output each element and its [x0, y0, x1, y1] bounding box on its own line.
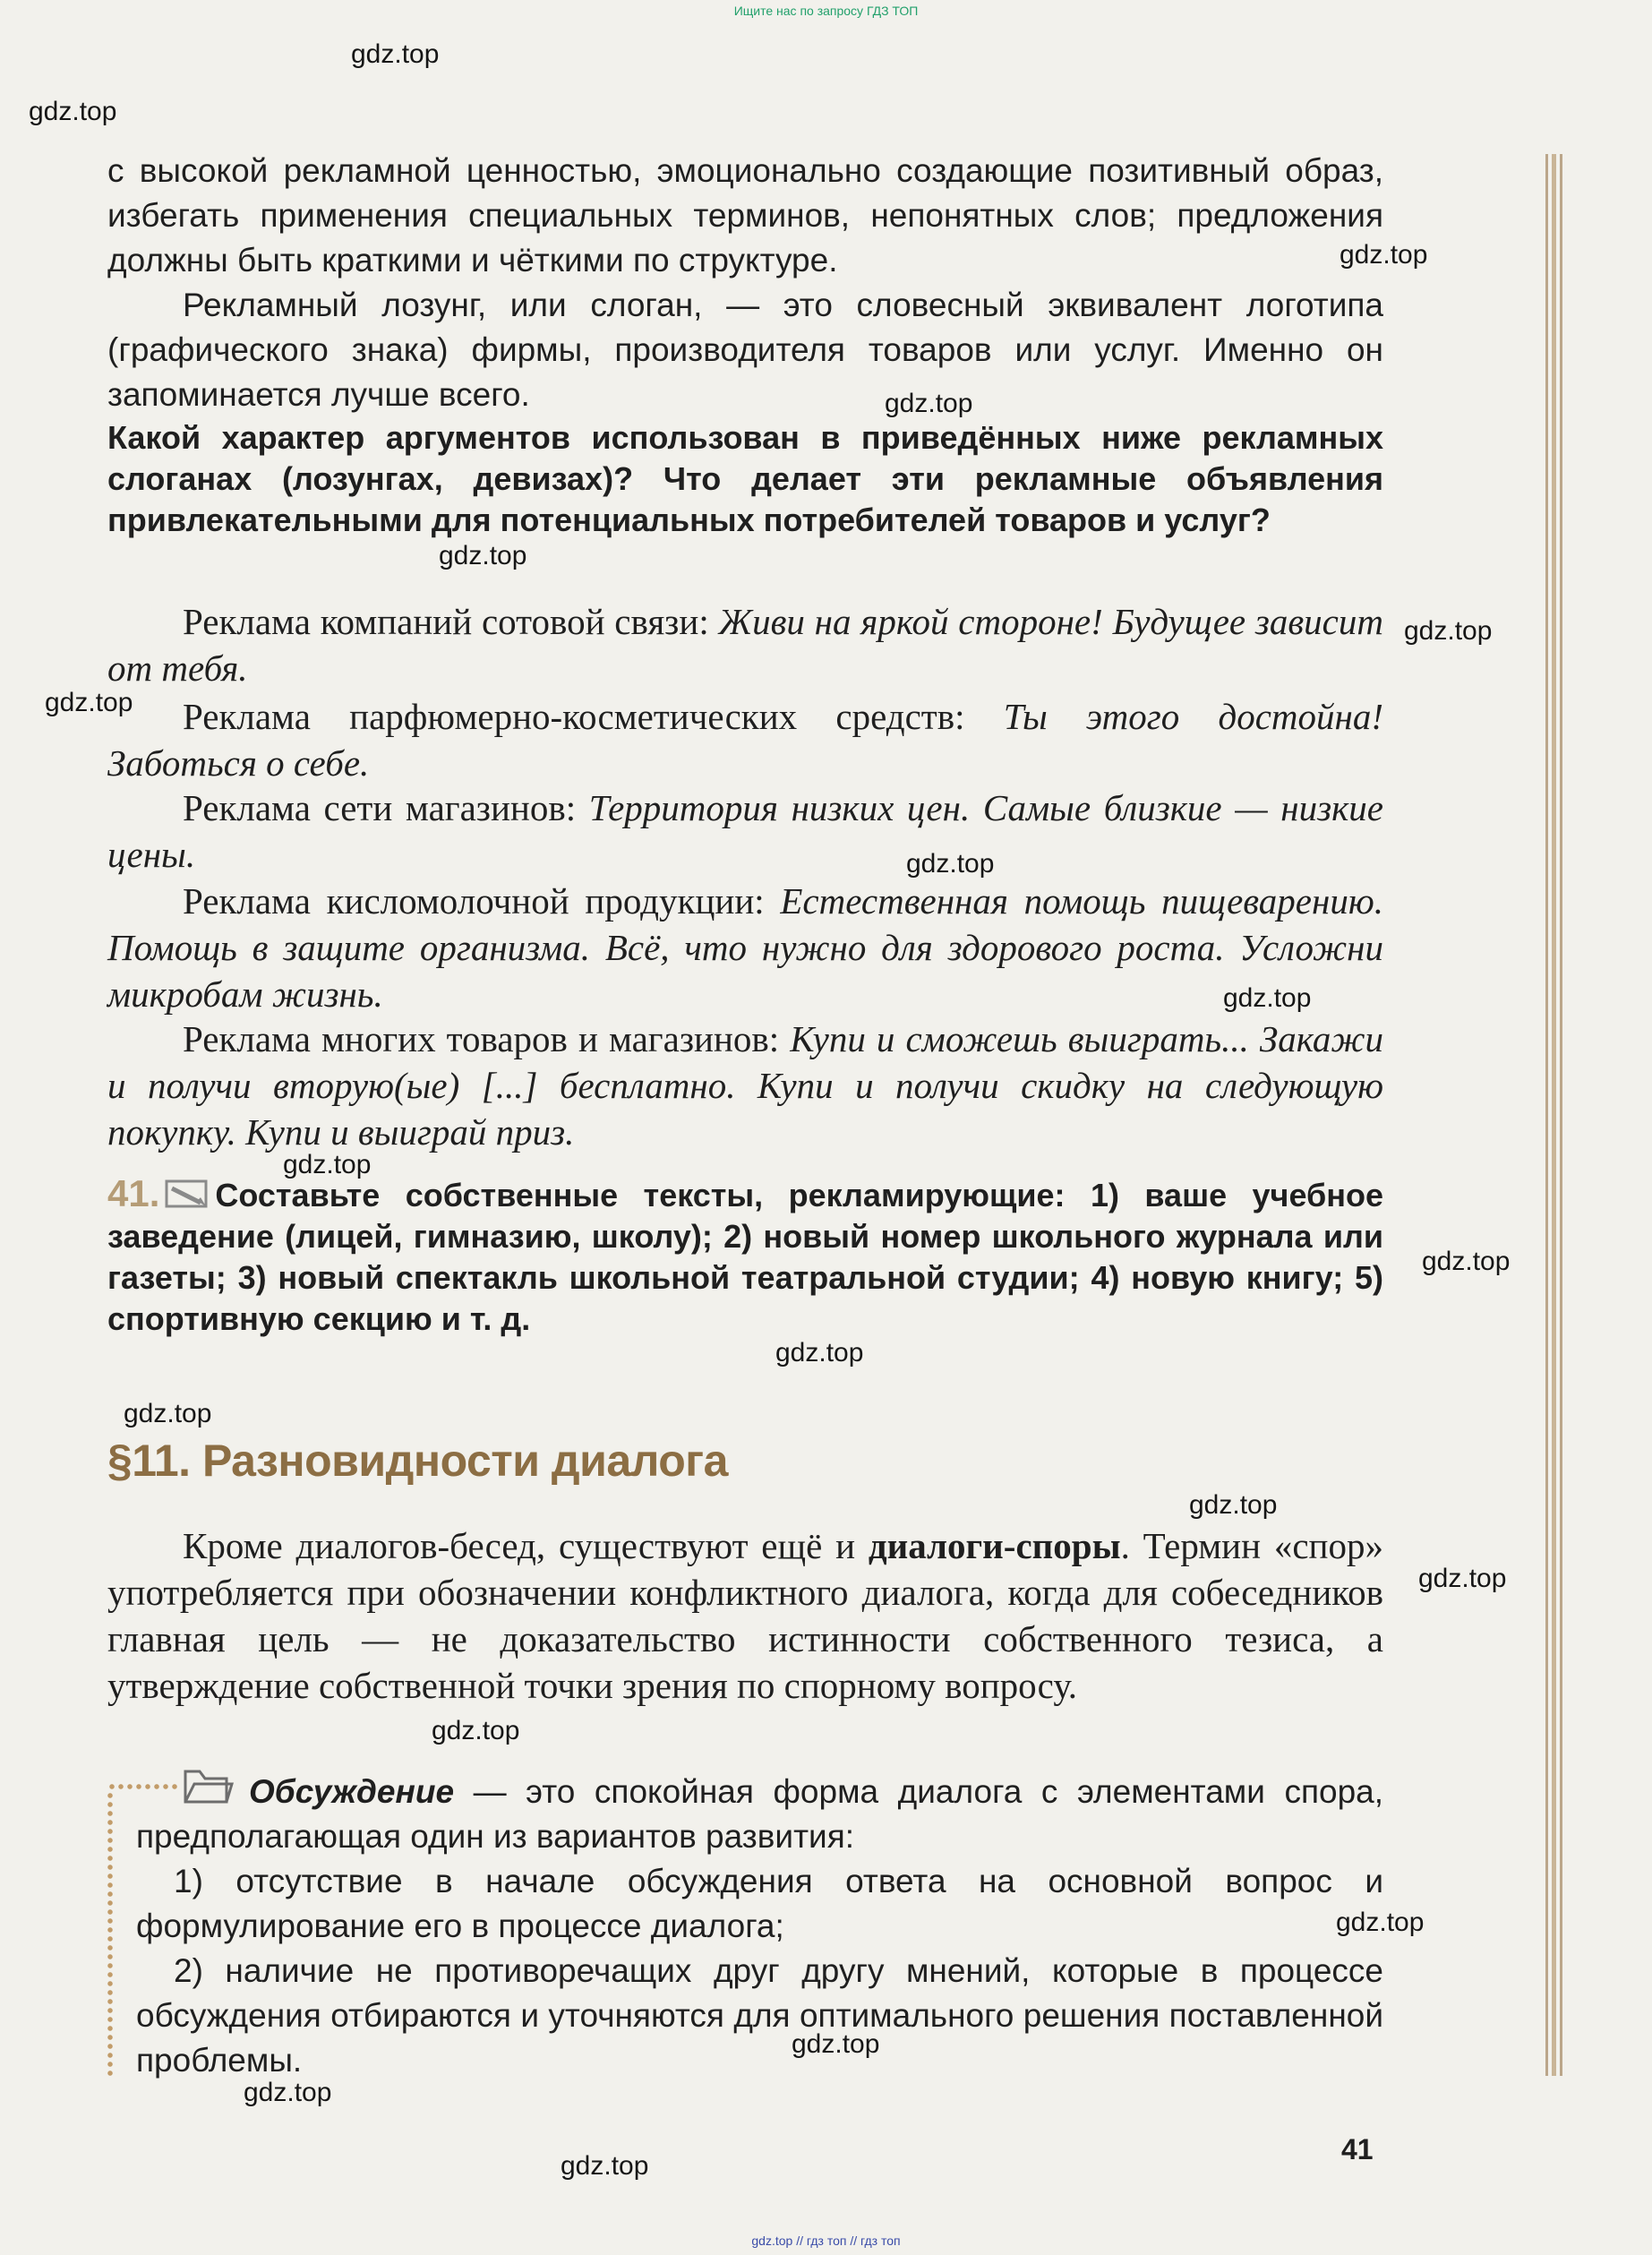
- ad-label: Реклама многих товаров и магазинов:: [183, 1018, 791, 1059]
- task-number: 41.: [107, 1172, 160, 1214]
- ad-paragraph: [107, 785, 1383, 878]
- ad-slogan: Ты этого достойна! Заботься о себе.: [107, 696, 1383, 784]
- watermark: gdz.top: [1336, 1908, 1425, 1937]
- watermark: gdz.top: [1422, 1247, 1511, 1276]
- watermark: gdz.top: [45, 688, 133, 717]
- ad-slogan: Купи и сможешь выиграть... Закажи и получи вторую(ые) [...] бесплатно. Купи и получи скидку на следующую покупку. Купи и выиграй приз.: [107, 1018, 1383, 1153]
- ad-paragraph: [107, 598, 1383, 691]
- watermark: gdz.top: [792, 2029, 880, 2059]
- definition-item: 1) отсутствие в начале обсуждения ответа на основной вопрос и формулирование его в процессе диалога;: [136, 1863, 1383, 1944]
- watermark: gdz.top: [351, 39, 440, 69]
- section-term: диалоги-споры: [868, 1525, 1121, 1566]
- definition-dotted-border: [107, 1791, 113, 2078]
- ad-label: Реклама компаний сотовой связи:: [183, 601, 719, 642]
- watermark: gdz.top: [283, 1150, 372, 1179]
- ad-paragraph: [107, 693, 1383, 786]
- ad-paragraph: [107, 878, 1383, 1017]
- watermark: gdz.top: [885, 389, 973, 418]
- watermark: gdz.top: [906, 849, 995, 879]
- watermark: gdz.top: [775, 1338, 864, 1368]
- watermark: gdz.top: [1404, 616, 1493, 646]
- task-41: [107, 1173, 1383, 1340]
- section-text-start: Кроме диалогов-бесед, существуют ещё и: [183, 1525, 869, 1566]
- top-search-note: Ищите нас по запросу ГДЗ ТОП: [733, 4, 919, 18]
- ad-slogan: Естественная помощь пищеварению. Помощь в защите организма. Всё, что нужно для здорового роста. Усложни микробам жизнь.: [107, 880, 1383, 1015]
- task-text: Составьте собственные тексты, рекламирующие: 1) ваше учебное заведение (лицей, гимназию, школу); 2) новый номер школьного журнала или газеты; 3) новый спектакль школьной театральной студии; 4) новую книгу; 5) спортивную секцию и т. д.: [107, 1177, 1383, 1337]
- ad-label: Реклама сети магазинов:: [183, 787, 589, 828]
- section-title: §11. Разновидности диалога: [107, 1436, 728, 1486]
- ad-label: Реклама кисломолочной продукции:: [183, 880, 781, 922]
- section-paragraph: [107, 1522, 1383, 1709]
- watermark: gdz.top: [29, 97, 117, 126]
- watermark: gdz.top: [1418, 1564, 1507, 1593]
- writing-task-icon: [165, 1178, 211, 1210]
- definition-term: Обсуждение: [249, 1773, 455, 1810]
- definition-body: — это спокойная форма диалога с элементами спора, предполагающая один из вариантов развития:: [136, 1773, 1383, 1855]
- footer-note: gdz.top // гдз топ // гдз топ: [751, 2234, 901, 2248]
- ad-slogan: Живи на яркой стороне! Будущее зависит от тебя.: [107, 601, 1383, 689]
- ad-label: Реклама парфюмерно-косметических средств:: [183, 696, 1004, 737]
- page-margin-decoration: [1545, 154, 1565, 2076]
- ad-paragraph: [107, 1016, 1383, 1155]
- definition-text: [136, 1770, 1383, 1859]
- ad-slogan: Территория низких цен. Самые близкие — низкие цены.: [107, 787, 1383, 875]
- watermark: gdz.top: [1340, 240, 1428, 270]
- watermark: gdz.top: [439, 541, 527, 570]
- intro-paragraph-1: с высокой рекламной ценностью, эмоционально создающие позитивный образ, избегать применения специальных терминов, непонятных слов; предложения должны быть краткими и чёткими по структуре.: [107, 152, 1383, 279]
- question-text: Какой характер аргументов использован в приведённых ниже рекламных слоганах (лозунгах, девизах)? Что делает эти рекламные объявления привлекательными для потенциальных потребителей товаров и услуг?: [107, 419, 1383, 538]
- watermark: gdz.top: [1223, 983, 1312, 1013]
- section-text-end: . Термин «спор» употребляется при обозначении конфликтного диалога, когда для собеседников главная цель — не доказательство истинности собственного тезиса, а утверждение собственной точки зрения по спорному вопросу.: [107, 1525, 1383, 1706]
- watermark: gdz.top: [244, 2078, 332, 2107]
- watermark: gdz.top: [561, 2151, 649, 2181]
- watermark: gdz.top: [124, 1399, 212, 1428]
- page-number: 41: [1341, 2133, 1374, 2165]
- intro-paragraph-2: Рекламный лозунг, или слоган, — это словесный эквивалент логотипа (графического знака) фирмы, производителя товаров или услуг. Именно он запоминается лучше всего.: [107, 287, 1383, 413]
- definition-item: 2) наличие не противоречащих друг другу мнений, которые в процессе обсуждения отбираются и уточняются для оптимального решения поставленной проблемы.: [136, 1952, 1383, 2079]
- watermark: gdz.top: [432, 1716, 520, 1745]
- watermark: gdz.top: [1189, 1490, 1278, 1520]
